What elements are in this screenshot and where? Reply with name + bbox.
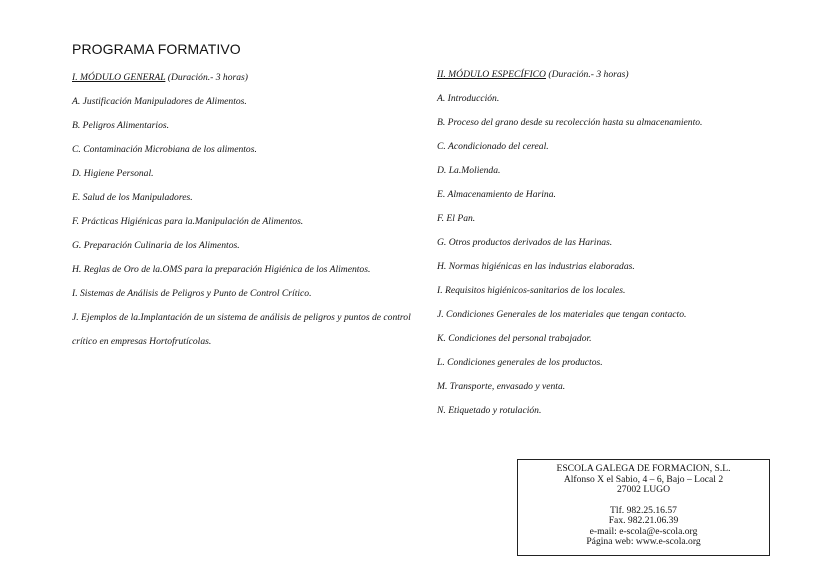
company-phone: Tlf. 982.25.16.57 [610, 504, 677, 516]
module-specific-name: II. MÓDULO ESPECÍFICO [437, 69, 546, 80]
module-general-heading [72, 70, 417, 94]
module-general-duration: (Duración.- 3 horas) [167, 72, 248, 83]
company-address: Alfonso X el Sabio, 4 – 6, Bajo – Local 2 [563, 473, 724, 485]
list-item: F. El Pan. [437, 213, 476, 224]
list-item: J. Condiciones Generales de los materiales que tengan contacto. [437, 309, 687, 320]
list-item: C. Contaminación Microbiana de los alimentos. [72, 144, 257, 155]
company-website[interactable]: Página web: www.e-scola.org [586, 536, 701, 547]
list-item: I. Requisitos higiénicos-sanitarios de los locales. [437, 285, 626, 296]
spacer [518, 496, 769, 506]
list-item: N. Etiquetado y rotulación. [437, 405, 542, 416]
company-name: ESCOLA GALEGA DE FORMACION, S.L. [556, 463, 731, 474]
list-item: D. Higiene Personal. [72, 168, 154, 179]
list-item: G. Otros productos derivados de las Harinas. [437, 237, 613, 248]
module-specific-heading [437, 67, 777, 91]
list-item: E. Salud de los Manipuladores. [72, 192, 193, 203]
page-title: PROGRAMA FORMATIVO [72, 41, 241, 57]
list-item: H. Normas higiénicas en las industrias elaboradas. [437, 261, 635, 272]
company-city: 27002 LUGO [616, 484, 671, 495]
list-item: C. Acondicionado del cereal. [437, 141, 549, 152]
contact-box [517, 459, 770, 556]
list-item: E. Almacenamiento de Harina. [437, 189, 556, 200]
list-item: B. Peligros Alimentarios. [72, 120, 170, 131]
list-item: J. Ejemplos de la.Implantación de un sistema de análisis de peligros y puntos de control crítico en empresas Hortofrutícolas. [72, 312, 411, 347]
company-email[interactable]: e-mail: e-scola@e-scola.org [589, 525, 698, 537]
list-item: B. Proceso del grano desde su recolección hasta su almacenamiento. [437, 117, 703, 128]
module-general-column [72, 70, 417, 354]
module-specific-duration: (Duración.- 3 horas) [548, 69, 629, 80]
list-item: A. Introducción. [437, 93, 500, 104]
list-item: I. Sistemas de Análisis de Peligros y Punto de Control Crítico. [72, 288, 312, 299]
list-item: G. Preparación Culinaria de los Alimentos. [72, 240, 240, 251]
company-fax: Fax. 982.21.06.39 [608, 515, 679, 526]
list-item: K. Condiciones del personal trabajador. [437, 333, 592, 344]
list-item: H. Reglas de Oro de la.OMS para la preparación Higiénica de los Alimentos. [72, 264, 371, 275]
list-item: M. Transporte, envasado y venta. [437, 381, 566, 392]
list-item: F. Prácticas Higiénicas para la.Manipulación de Alimentos. [72, 216, 304, 227]
list-item: D. La.Molienda. [437, 165, 501, 176]
list-item: L. Condiciones generales de los productos. [437, 357, 603, 368]
list-item: A. Justificación Manipuladores de Alimentos. [72, 96, 247, 107]
module-specific-column [437, 67, 777, 427]
module-general-name: I. MÓDULO GENERAL [72, 72, 166, 83]
